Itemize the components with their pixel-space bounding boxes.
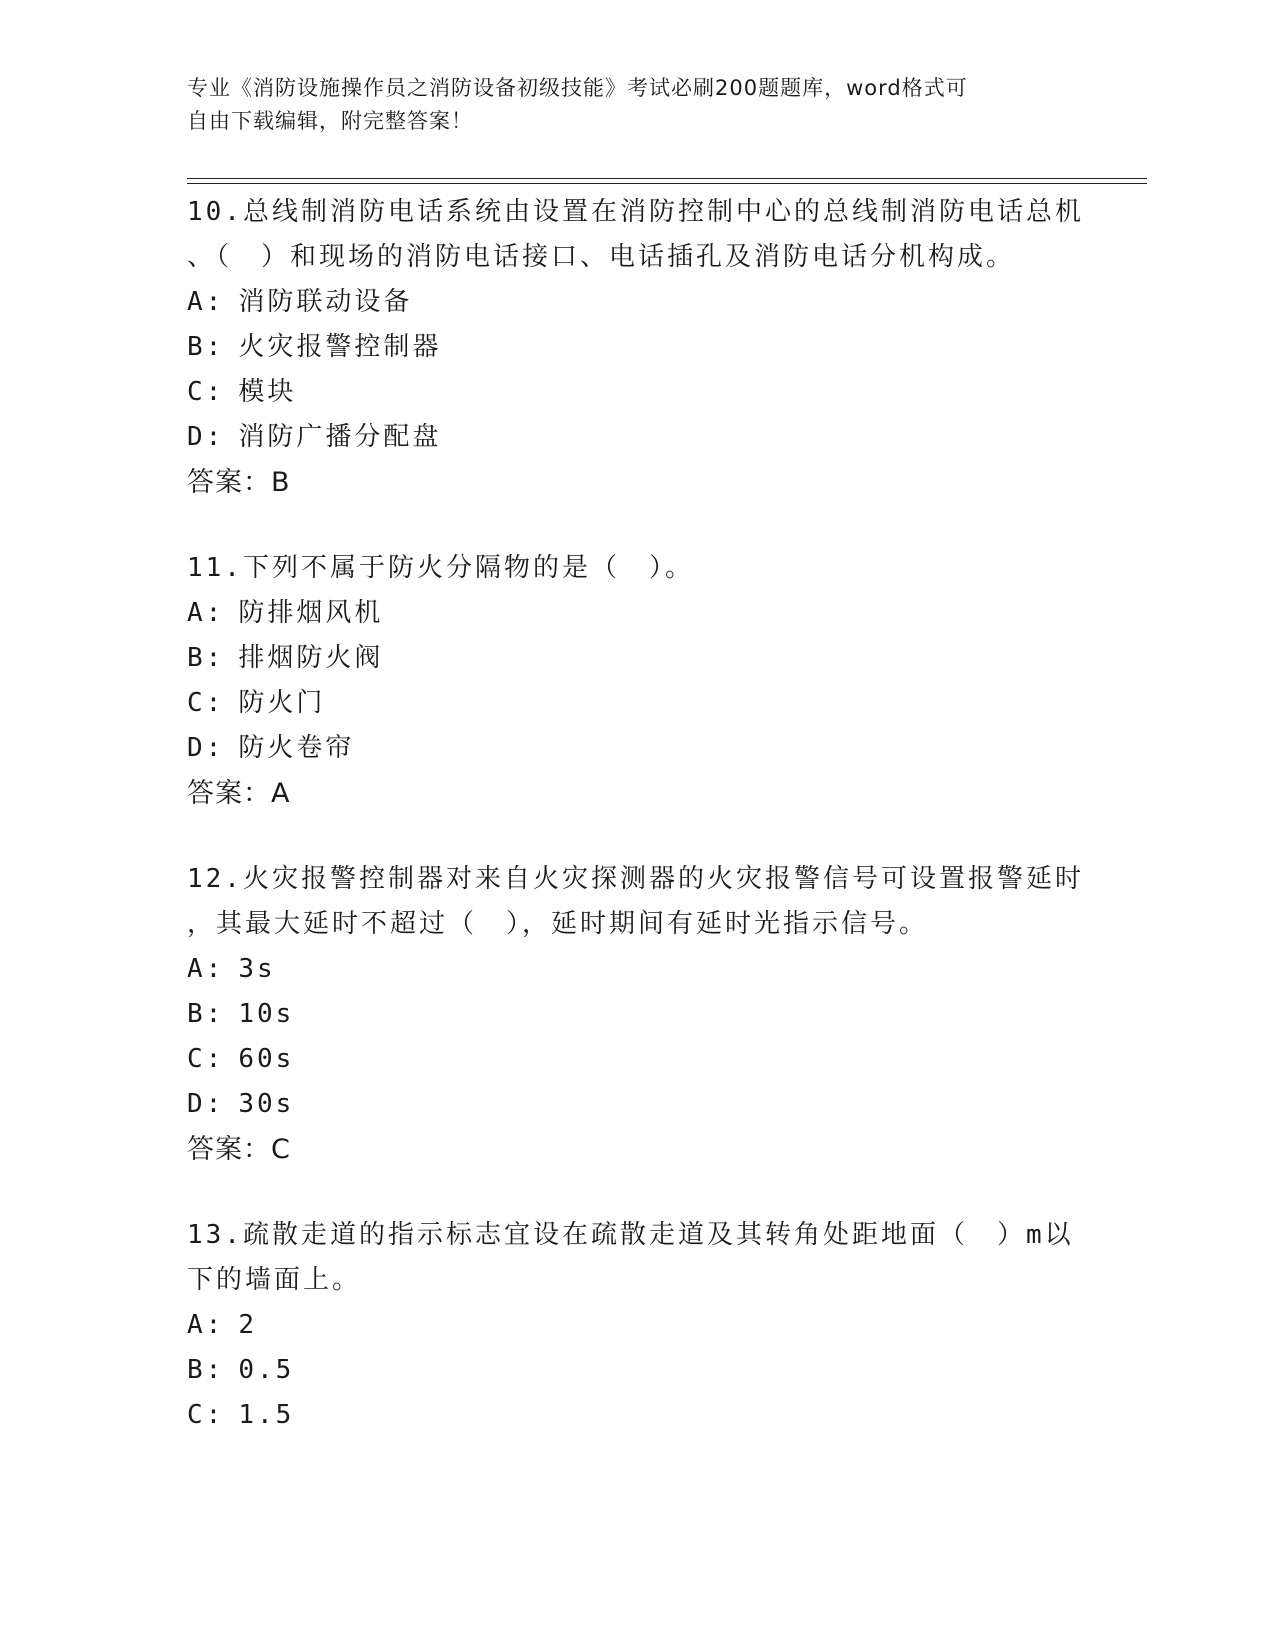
option-a <box>187 280 1087 325</box>
answer-line: 答案：A <box>187 778 291 809</box>
option-b <box>187 636 1087 681</box>
header-divider-bottom <box>187 183 1147 184</box>
option-text: 防火卷帘 <box>238 733 355 763</box>
answer-line: 答案：C <box>187 1134 291 1165</box>
question-list <box>187 190 1087 1479</box>
option-text: 模块 <box>238 377 297 407</box>
option-a <box>187 947 1087 992</box>
question-text-line: 13.疏散走道的指示标志宜设在疏散走道及其转角处距地面（ ）m以 <box>187 1220 1074 1250</box>
option-text: 60s <box>238 1044 295 1074</box>
option-text: 3s <box>238 954 276 984</box>
option-a <box>187 591 1087 636</box>
option-key: C: <box>187 1400 225 1430</box>
option-key: B: <box>187 643 225 673</box>
option-b <box>187 1348 1087 1393</box>
question-text-line: 10.总线制消防电话系统由设置在消防控制中心的总线制消防电话总机 <box>187 197 1084 227</box>
option-key: A: <box>187 954 225 984</box>
question-12 <box>187 857 1087 1172</box>
option-key: A: <box>187 598 225 628</box>
option-key: C: <box>187 377 225 407</box>
option-d <box>187 726 1087 771</box>
option-c <box>187 370 1087 415</box>
option-d <box>187 1082 1087 1127</box>
answer-line: 答案：B <box>187 467 291 498</box>
option-key: B: <box>187 1355 225 1385</box>
header-divider-top <box>187 178 1147 179</box>
option-key: D: <box>187 733 225 763</box>
option-c <box>187 1037 1087 1082</box>
option-key: D: <box>187 422 225 452</box>
header-title-line-1: 专业《消防设施操作员之消防设备初级技能》考试必刷200题题库，word格式可 <box>187 76 968 100</box>
option-text: 1.5 <box>238 1400 295 1430</box>
question-10 <box>187 190 1087 505</box>
option-c <box>187 1393 1087 1438</box>
document-header <box>187 72 1067 138</box>
option-key: A: <box>187 1310 225 1340</box>
question-text-line: 11.下列不属于防火分隔物的是（ ）。 <box>187 553 694 583</box>
option-text: 防火门 <box>238 688 326 718</box>
option-b <box>187 992 1087 1037</box>
question-13 <box>187 1213 1087 1438</box>
option-key: C: <box>187 1044 225 1074</box>
option-d <box>187 415 1087 460</box>
option-text: 10s <box>238 999 295 1029</box>
option-key: B: <box>187 999 225 1029</box>
option-b <box>187 325 1087 370</box>
option-a <box>187 1303 1087 1348</box>
question-11 <box>187 546 1087 816</box>
option-text: 消防联动设备 <box>238 287 413 317</box>
option-text: 消防广播分配盘 <box>238 422 442 452</box>
question-text-line: 12.火灾报警控制器对来自火灾探测器的火灾报警信号可设置报警延时 <box>187 864 1084 894</box>
option-key: D: <box>187 1089 225 1119</box>
option-key: A: <box>187 287 225 317</box>
question-text-line: ，其最大延时不超过（ ），延时期间有延时光指示信号。 <box>187 909 929 939</box>
header-title-line-2: 自由下载编辑，附完整答案！ <box>187 109 473 133</box>
question-text-line: 、（ ）和现场的消防电话接口、电话插孔及消防电话分机构成。 <box>187 242 1016 272</box>
option-text: 2 <box>238 1310 257 1340</box>
option-c <box>187 681 1087 726</box>
option-text: 排烟防火阀 <box>238 643 384 673</box>
question-text-line: 下的墙面上。 <box>187 1265 362 1295</box>
option-text: 30s <box>238 1089 295 1119</box>
option-text: 防排烟风机 <box>238 598 384 628</box>
option-key: B: <box>187 332 225 362</box>
option-key: C: <box>187 688 225 718</box>
option-text: 火灾报警控制器 <box>238 332 442 362</box>
option-text: 0.5 <box>238 1355 295 1385</box>
